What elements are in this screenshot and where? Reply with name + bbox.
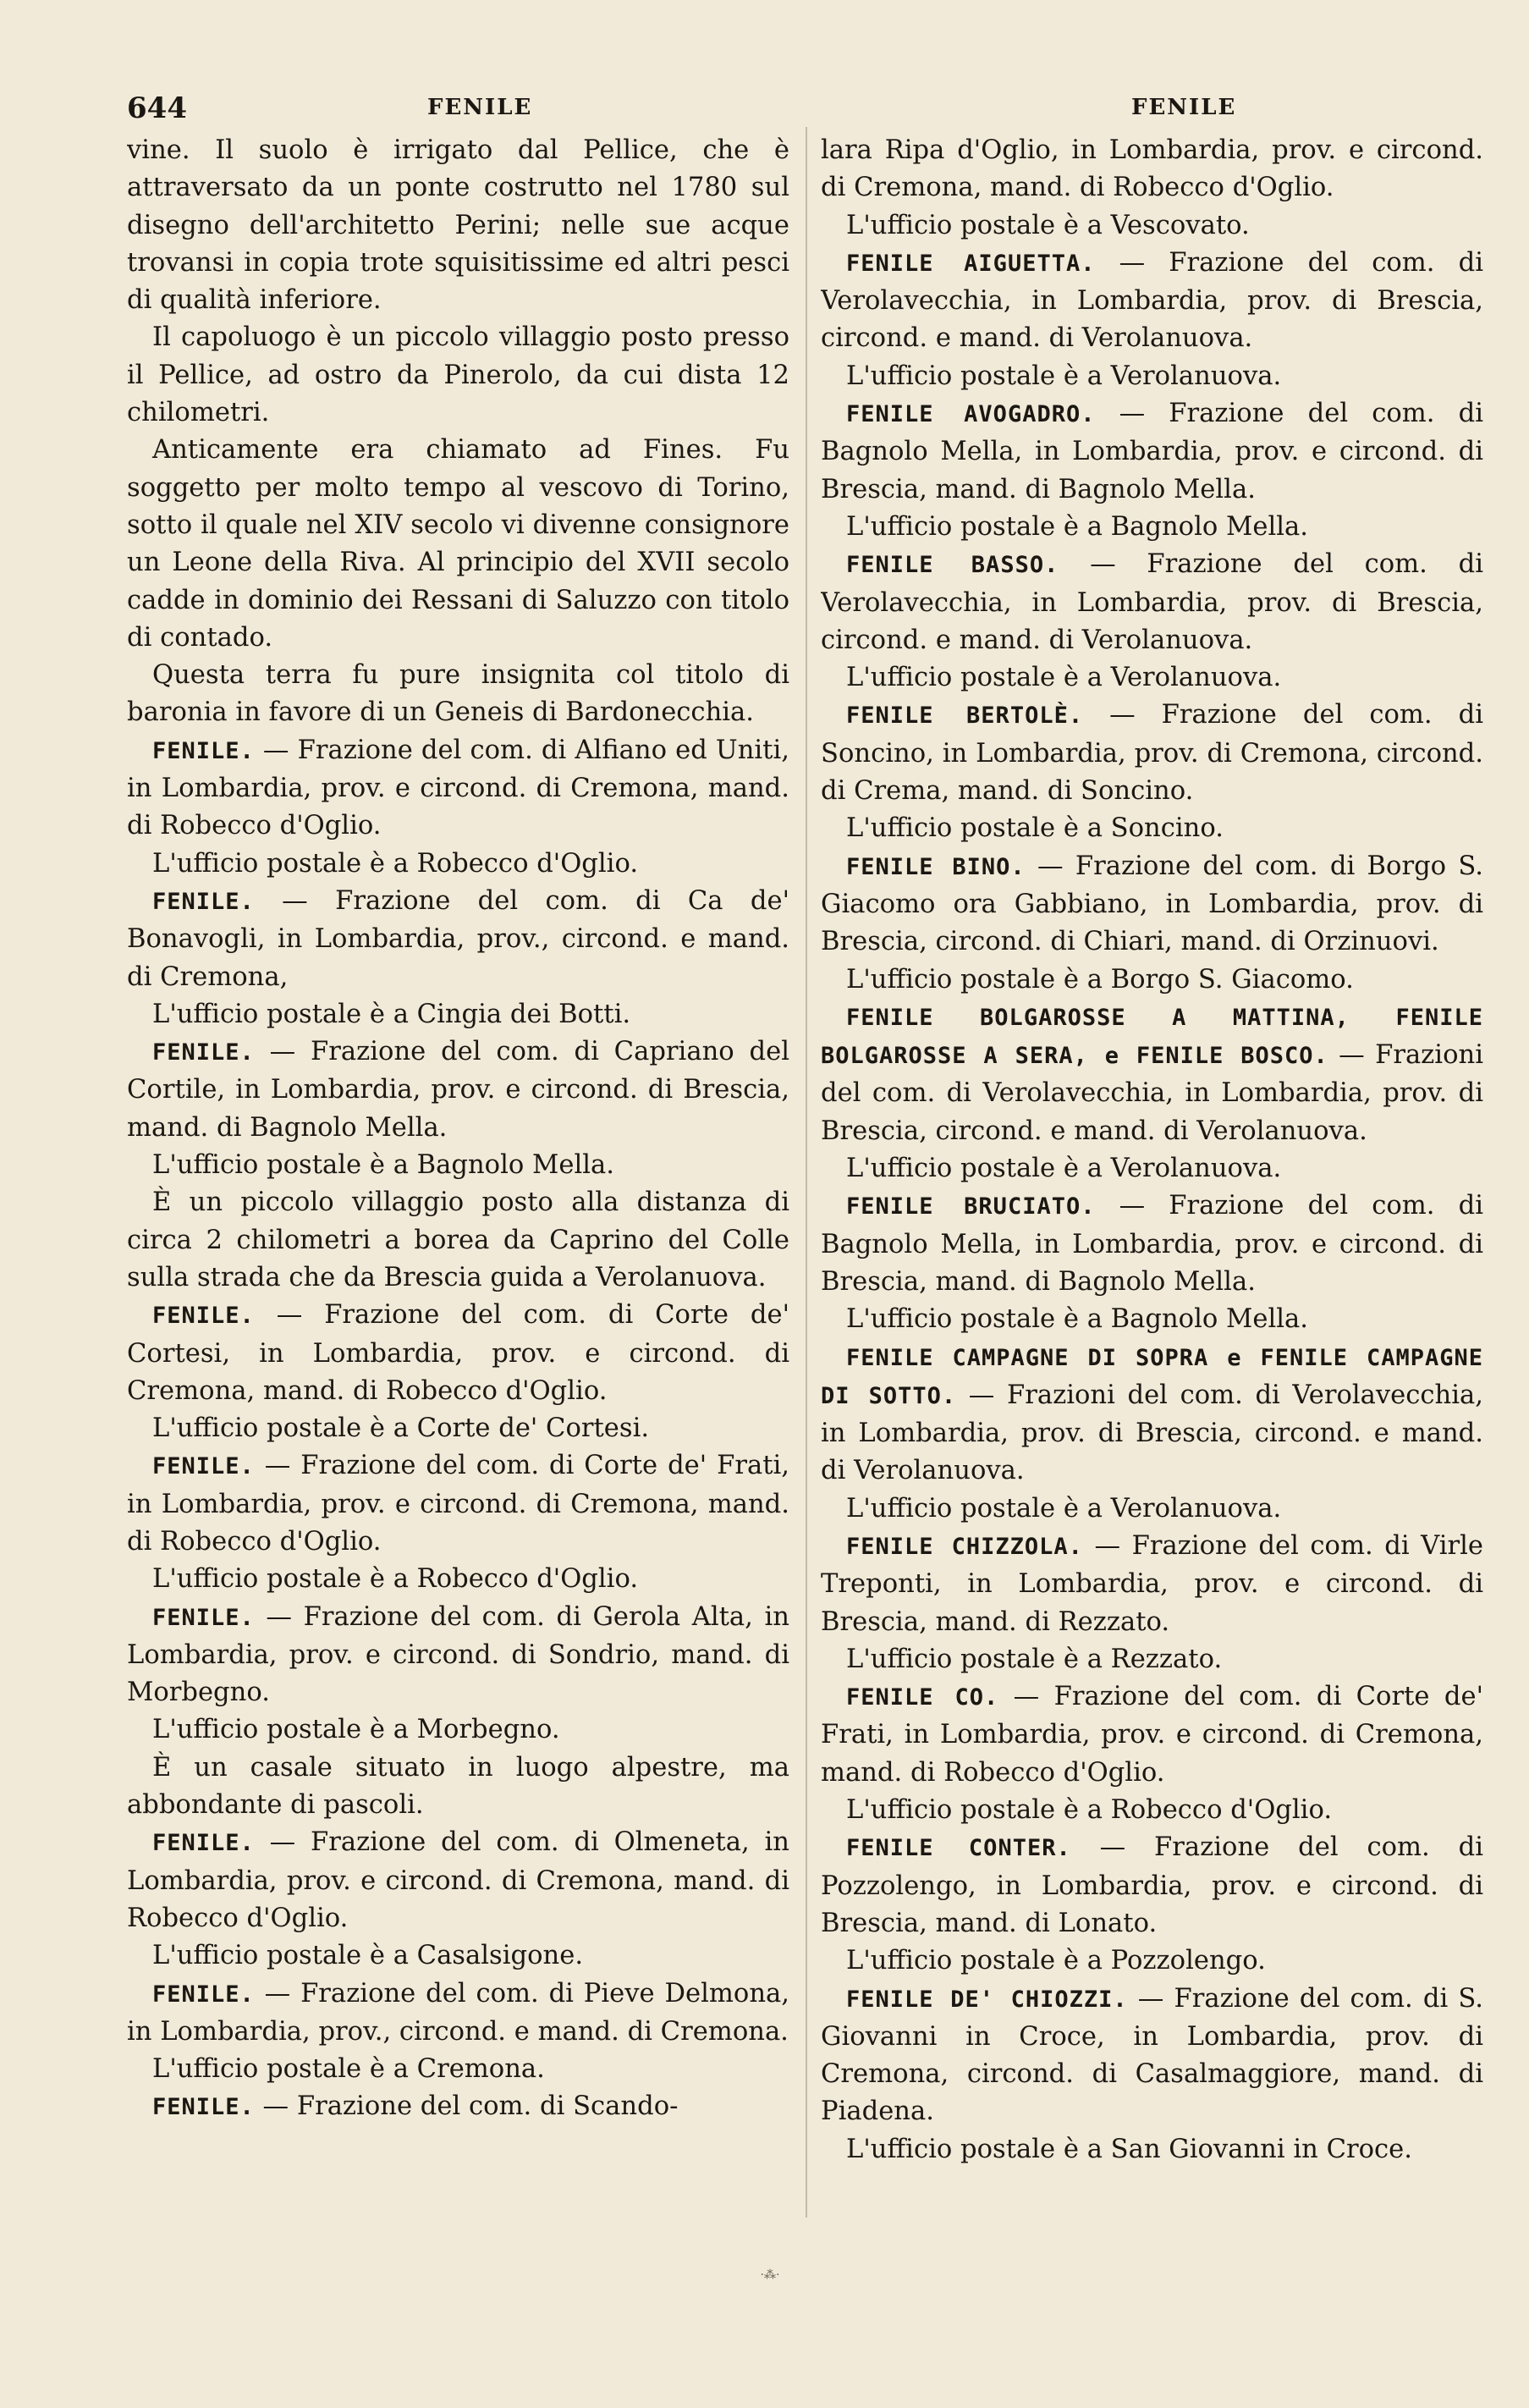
entry-text: Questa terra fu pure insignita col titolo di baronia in favore di un Geneis di Bardonecchia. <box>127 660 789 728</box>
entry-text: lara Ripa d'Oglio, in Lombardia, prov. e circond. di Cremona, mand. di Robecco d'Oglio. <box>821 135 1483 203</box>
entry-text: L'ufficio postale è a Bagnolo Mella. <box>846 511 1308 542</box>
entry-headword: FENILE. <box>152 1981 255 2008</box>
entry-text: — Frazione del com. di Scando- <box>254 2091 679 2122</box>
entry-headword: FENILE. <box>152 1303 255 1330</box>
text-paragraph <box>127 846 789 883</box>
text-paragraph <box>821 659 1483 697</box>
text-paragraph <box>127 319 789 432</box>
entry-paragraph <box>821 697 1483 810</box>
text-paragraph <box>821 358 1483 395</box>
text-paragraph <box>127 1937 789 1975</box>
entry-paragraph <box>821 1981 1483 2131</box>
entry-text: — Frazione del com. di Bagnolo Mella, in Lombardia, prov. e circond. di Brescia, mand. di Bagnolo Mella. <box>821 399 1483 504</box>
entry-text: L'ufficio postale è a Cremona. <box>152 2054 545 2085</box>
entry-text: vine. Il suolo è irrigato dal Pellice, che è attraversato da un ponte costrutto nel 1780 sul disegno dell'architetto Perini; nelle sue acque trovansi in copia trote squisitissime ed altri pesci di qualità inferiore. <box>127 135 789 316</box>
entry-text: Il capoluogo è un piccolo villaggio posto presso il Pellice, ad ostro da Pinerolo, da cui dista 12 chilometri. <box>127 322 789 428</box>
entry-text: Anticamente era chiamato ad Fines. Fu soggetto per molto tempo al vescovo di Torino, sotto il quale nel XIV secolo vi divenne consignore un Leone della Riva. Al principio del XVII secolo cadde in dominio dei Ressani di Saluzzo con titolo di contado. <box>127 435 789 653</box>
entry-headword: FENILE. <box>152 888 255 915</box>
footer-ornament: ·⁂· <box>760 2268 780 2282</box>
entry-text: L'ufficio postale è a Rezzato. <box>846 1644 1223 1674</box>
entry-paragraph <box>821 1187 1483 1301</box>
text-paragraph <box>821 509 1483 546</box>
entry-text: — Frazione del com. di Ca de' Bonavogli, in Lombardia, prov., circond. e mand. di Cremona, <box>127 885 789 992</box>
right-column <box>821 132 1483 2231</box>
text-paragraph <box>821 207 1483 245</box>
text-paragraph <box>821 1641 1483 1678</box>
entry-text: L'ufficio postale è a Bagnolo Mella. <box>152 1150 614 1181</box>
text-paragraph <box>127 432 789 657</box>
text-paragraph <box>127 1410 789 1447</box>
entry-text: — Frazione del com. di Corte de' Cortesi, in Lombardia, prov. e circond. di Cremona, mand. di Robecco d'Oglio. <box>127 1300 789 1406</box>
entry-text: — Frazione del com. di S. Giovanni in Croce, in Lombardia, prov. di Cremona, circond. di Casalmaggiore, mand. di Piadena. <box>821 1983 1483 2127</box>
entry-text: L'ufficio postale è a Verolanuova. <box>846 1154 1282 1184</box>
entry-text: L'ufficio postale è a Corte de' Cortesi. <box>152 1413 650 1444</box>
entry-paragraph <box>127 1297 789 1410</box>
text-paragraph <box>821 1792 1483 1829</box>
entry-text: — Frazione del com. di Verolavecchia, in Lombardia, prov. di Brescia, circond. e mand. di Verolanuova. <box>821 549 1483 655</box>
entry-paragraph <box>127 1447 789 1561</box>
entry-text: L'ufficio postale è a Morbegno. <box>152 1715 560 1745</box>
entry-text: — Frazione del com. di Gerola Alta, in Lombardia, prov. e circond. di Sondrio, mand. di Morbegno. <box>127 1601 789 1708</box>
entry-text: L'ufficio postale è a Vescovato. <box>846 210 1250 240</box>
text-paragraph <box>127 1147 789 1184</box>
entry-headword: FENILE AIGUETTA. <box>846 250 1096 277</box>
text-paragraph <box>821 810 1483 847</box>
entry-headword: FENILE BASSO. <box>846 552 1059 579</box>
entry-headword: FENILE. <box>152 1830 255 1857</box>
entry-paragraph <box>821 1829 1483 1942</box>
entry-paragraph <box>821 546 1483 659</box>
entry-paragraph <box>821 395 1483 509</box>
entry-text: L'ufficio postale è a Robecco d'Oglio. <box>846 1795 1333 1826</box>
entry-text: — Frazioni del com. di Verolavecchia, in Lombardia, prov. di Brescia, circond. e mand. di Verolanuova. <box>821 1380 1483 1486</box>
entry-paragraph <box>127 1599 789 1712</box>
entry-paragraph <box>127 2088 789 2126</box>
entry-text: — Frazione del com. di Bagnolo Mella, in Lombardia, prov. e circond. di Brescia, mand. di Bagnolo Mella. <box>821 1191 1483 1297</box>
entry-text: — Frazione del com. di Borgo S. Giacomo ora Gabbiano, in Lombardia, prov. di Brescia, circond. di Chiari, mand. di Orzinuovi. <box>821 851 1483 957</box>
entry-headword: FENILE. <box>152 1039 255 1066</box>
entry-paragraph <box>821 1339 1483 1491</box>
text-paragraph <box>821 132 1483 207</box>
text-paragraph <box>127 132 789 319</box>
entry-text: L'ufficio postale è a Verolanuova. <box>846 1493 1282 1524</box>
text-paragraph <box>127 996 789 1033</box>
text-paragraph <box>821 1942 1483 1980</box>
entry-text: — Frazione del com. di Soncino, in Lombardia, prov. di Cremona, circond. di Crema, mand. di Soncino. <box>821 700 1483 807</box>
entry-headword: FENILE. <box>152 1453 255 1480</box>
text-paragraph <box>821 2131 1483 2168</box>
text-paragraph <box>127 1561 789 1598</box>
entry-text: — Frazione del com. di Alfiano ed Uniti, in Lombardia, prov. e circond. di Cremona, mand. di Robecco d'Oglio. <box>127 735 789 841</box>
page-header <box>0 91 1529 129</box>
entry-text: — Frazione del com. di Capriano del Cortile, in Lombardia, prov. e circond. di Brescia, mand. di Bagnolo Mella. <box>127 1037 789 1143</box>
column-divider <box>806 127 807 2218</box>
text-paragraph <box>821 1301 1483 1338</box>
page-number: 644 <box>127 91 187 125</box>
entry-paragraph <box>821 999 1483 1150</box>
entry-paragraph <box>821 245 1483 358</box>
running-head-right: FENILE <box>1131 95 1237 120</box>
entry-paragraph <box>127 732 789 846</box>
entry-paragraph <box>821 1528 1483 1641</box>
entry-paragraph <box>127 1824 789 1937</box>
entry-paragraph <box>127 1975 789 2052</box>
entry-text: L'ufficio postale è a Casalsigone. <box>152 1941 584 1971</box>
entry-headword: FENILE CHIZZOLA. <box>846 1533 1083 1560</box>
entry-text: — Frazione del com. di Pozzolengo, in Lombardia, prov. e circond. di Brescia, mand. di Lonato. <box>821 1832 1483 1938</box>
text-paragraph <box>127 657 789 732</box>
entry-text: L'ufficio postale è a Borgo S. Giacomo. <box>846 964 1354 995</box>
entry-headword: FENILE CO. <box>846 1684 999 1711</box>
entry-headword: FENILE CAMPAGNE DI SOPRA e FENILE CAMPAGNE DI SOTTO. <box>821 1344 1483 1409</box>
text-paragraph <box>127 2051 789 2088</box>
entry-text: L'ufficio postale è a Robecco d'Oglio. <box>152 848 639 879</box>
entry-paragraph <box>821 848 1483 962</box>
entry-headword: FENILE. <box>152 1604 255 1631</box>
entry-paragraph <box>821 1678 1483 1792</box>
entry-text: — Frazione del com. di Verolavecchia, in Lombardia, prov. di Brescia, circond. e mand. di Verolanuova. <box>821 247 1483 354</box>
text-paragraph <box>821 1491 1483 1528</box>
entry-text: L'ufficio postale è a Bagnolo Mella. <box>846 1304 1308 1335</box>
left-column <box>127 132 789 2231</box>
entry-text: È un piccolo villaggio posto alla distanza di circa 2 chilometri a borea da Caprino del Colle sulla strada che da Brescia guida a Verolanuova. <box>127 1187 789 1292</box>
text-paragraph <box>821 1150 1483 1187</box>
entry-headword: FENILE. <box>152 737 255 764</box>
entry-headword: FENILE BINO. <box>846 853 1026 880</box>
entry-text: — Frazioni del com. di Verolavecchia, in Lombardia, prov. di Brescia, circond. e mand. di Verolanuova. <box>821 1040 1483 1146</box>
entry-text: L'ufficio postale è a Robecco d'Oglio. <box>152 1564 639 1595</box>
entry-text: — Frazione del com. di Olmeneta, in Lombardia, prov. e circond. di Cremona, mand. di Robecco d'Oglio. <box>127 1827 789 1933</box>
entry-headword: FENILE BERTOLÈ. <box>846 703 1084 730</box>
text-paragraph <box>127 1184 789 1297</box>
entry-text: L'ufficio postale è a Cingia dei Botti. <box>152 999 631 1029</box>
text-paragraph <box>821 962 1483 999</box>
entry-paragraph <box>127 1033 789 1147</box>
entry-text: L'ufficio postale è a San Giovanni in Croce. <box>846 2134 1412 2164</box>
entry-headword: FENILE. <box>152 2094 255 2121</box>
entry-text: — Frazione del com. di Pieve Delmona, in Lombardia, prov., circond. e mand. di Cremona. <box>127 1978 789 2047</box>
entry-headword: FENILE CONTER. <box>846 1835 1071 1862</box>
entry-text: L'ufficio postale è a Verolanuova. <box>846 663 1282 693</box>
entry-headword: FENILE BRUCIATO. <box>846 1193 1096 1221</box>
running-head-left: FENILE <box>427 95 533 120</box>
entry-headword: FENILE BOLGAROSSE A MATTINA, FENILE BOLGAROSSE A SERA, e FENILE BOSCO. <box>821 1004 1483 1070</box>
entry-text: — Frazione del com. di Corte de' Frati, in Lombardia, prov. e circond. di Cremona, mand. di Robecco d'Oglio. <box>127 1451 789 1557</box>
entry-text: L'ufficio postale è a Soncino. <box>846 813 1224 844</box>
text-paragraph <box>127 1750 789 1825</box>
entry-headword: FENILE AVOGADRO. <box>846 401 1096 428</box>
entry-text: L'ufficio postale è a Pozzolengo. <box>846 1946 1266 1976</box>
entry-text: È un casale situato in luogo alpestre, ma abbondante di pascoli. <box>127 1752 789 1821</box>
entry-headword: FENILE DE' CHIOZZI. <box>846 1986 1128 2013</box>
entry-text: — Frazione del com. di Virle Treponti, in Lombardia, prov. e circond. di Brescia, mand. di Rezzato. <box>821 1530 1483 1637</box>
entry-text: L'ufficio postale è a Verolanuova. <box>846 361 1282 391</box>
entry-text: — Frazione del com. di Corte de' Frati, in Lombardia, prov. e circond. di Cremona, mand. di Robecco d'Oglio. <box>821 1682 1483 1788</box>
entry-paragraph <box>127 883 789 996</box>
text-paragraph <box>127 1711 789 1749</box>
